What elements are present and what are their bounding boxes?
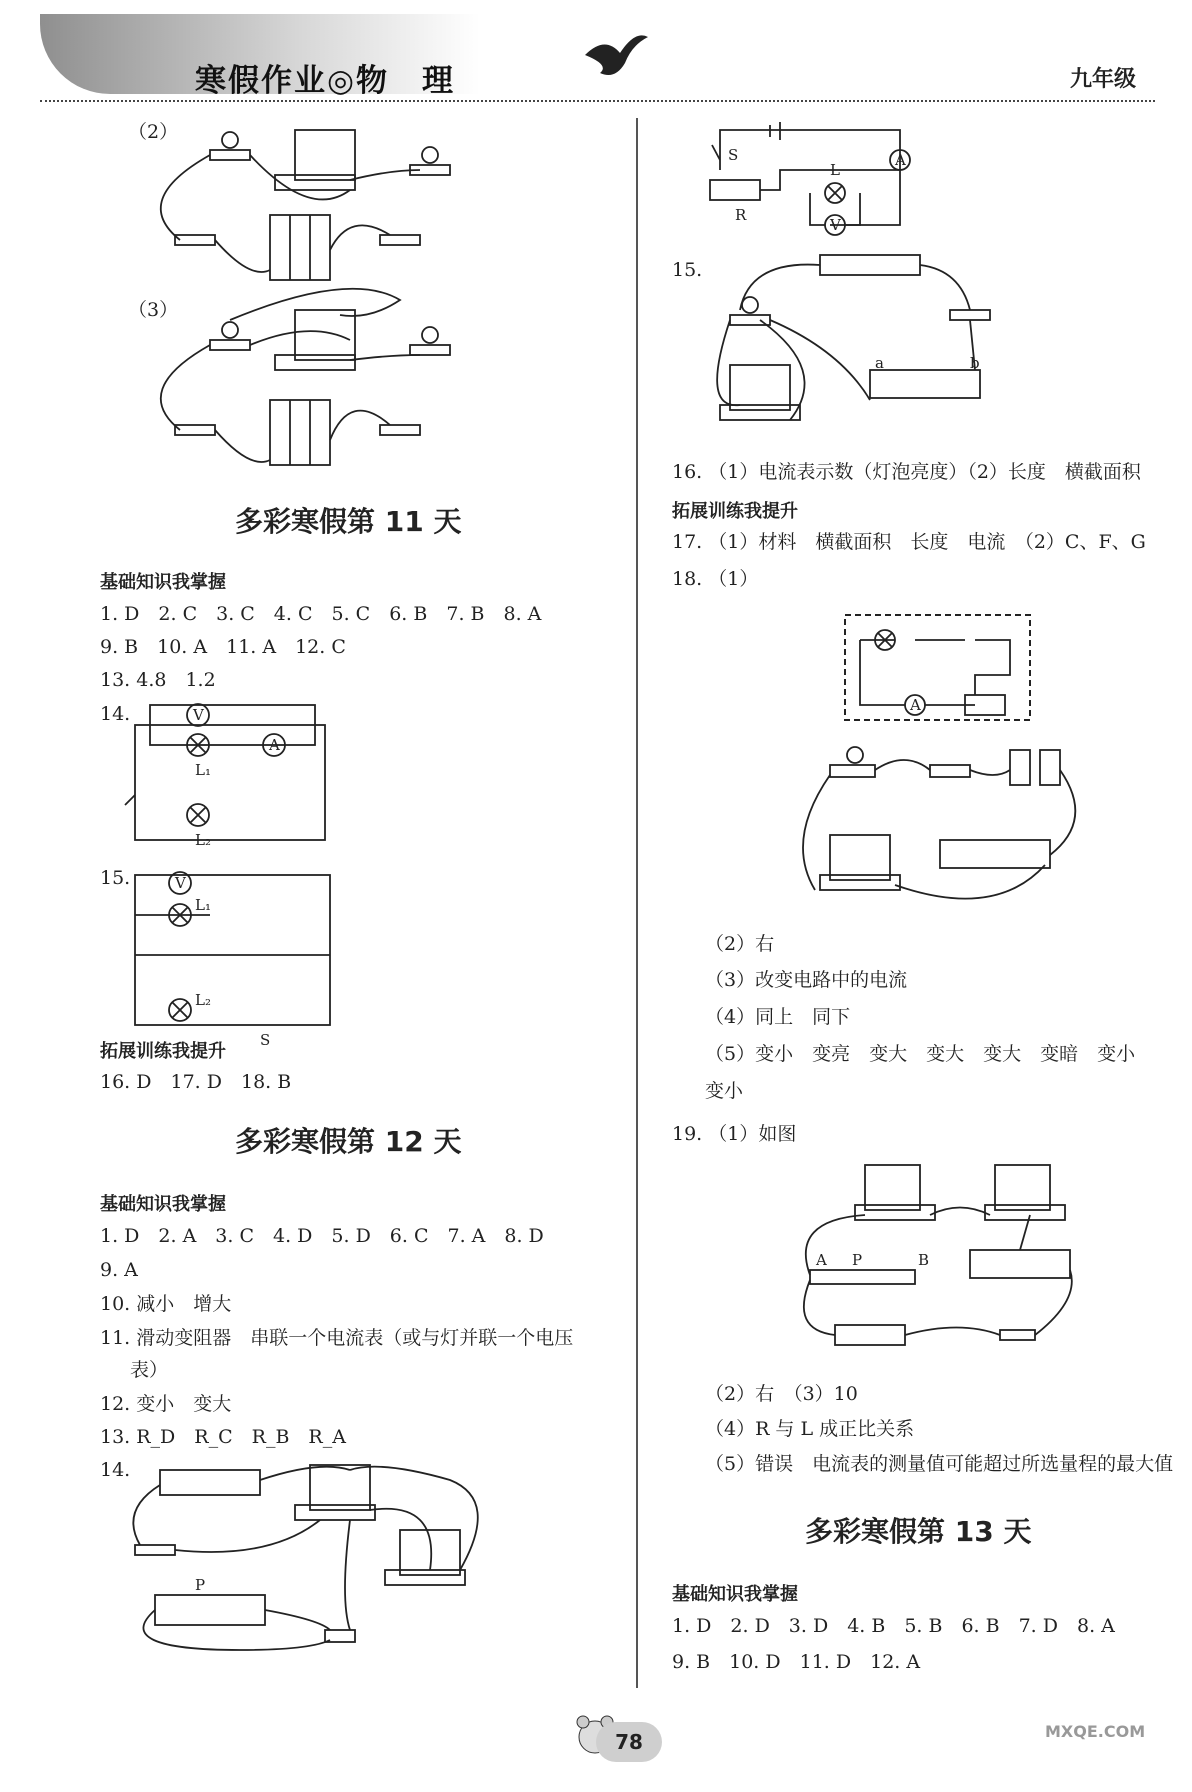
fig2-label: （2）	[128, 121, 179, 143]
day13-heading: 多彩寒假第 13 天	[805, 1515, 1032, 1548]
page-header	[0, 0, 1192, 110]
day11-ext-title: 拓展训练我提升	[100, 1041, 226, 1062]
label-p-q19: P	[852, 1251, 863, 1269]
page-number: 78	[596, 1722, 662, 1762]
day11-basic-title: 基础知识我掌握	[100, 572, 226, 593]
circuit-q18-physical	[795, 740, 1085, 910]
svg-text:A: A	[895, 151, 906, 169]
watermark: MXQE.COM	[1045, 1722, 1146, 1741]
day13-line-1: 1. D 2. D 3. D 4. B 5. B 6. B 7. D 8. A	[672, 1615, 1115, 1637]
svg-text:V: V	[175, 874, 186, 892]
day12-line-7: 13. R_D R_C R_B R_A	[100, 1426, 346, 1448]
circuit-figure-2	[150, 120, 450, 290]
header-divider	[40, 100, 1155, 102]
right-q17: 17. （1）材料 横截面积 长度 电流 （2）C、F、G	[672, 531, 1146, 553]
q19-line-2: （4）R 与 L 成正比关系	[705, 1418, 915, 1440]
fig3-label: （3）	[128, 299, 179, 321]
swallow-logo	[580, 25, 650, 85]
label-v: V	[193, 706, 204, 724]
circuit-q18-schematic	[845, 615, 1035, 725]
column-divider	[636, 118, 638, 1688]
day11-heading: 多彩寒假第 11 天	[235, 505, 462, 538]
day11-line-3: 13. 4.8 1.2	[100, 669, 216, 691]
day13-basic-title: 基础知识我掌握	[672, 1584, 798, 1605]
label-s-top: S	[728, 146, 739, 164]
day11-q14: 14.	[100, 703, 131, 725]
circuit-q15	[130, 865, 360, 1049]
label-r: R	[735, 206, 747, 224]
right-ext-title: 拓展训练我提升	[672, 501, 798, 522]
day12-line-5: 表）	[130, 1359, 169, 1381]
label-q15-s: S	[260, 1031, 271, 1049]
day12-line-2: 9. A	[100, 1259, 138, 1281]
q18-line-4: （5）变小 变亮 变大 变大 变大 变暗 变小	[705, 1043, 1136, 1065]
svg-text:A: A	[910, 696, 921, 714]
circuit-figure-3	[150, 300, 450, 470]
q18-line-1: （2）右	[705, 933, 775, 955]
day13-line-2: 9. B 10. D 11. D 12. A	[672, 1651, 921, 1673]
label-q15-l1: L₁	[195, 896, 211, 914]
label-p: P	[195, 1576, 206, 1594]
label-l2: L₂	[195, 831, 211, 849]
label-a-q15: a	[875, 354, 884, 372]
right-q16: 16. （1）电流表示数（灯泡亮度）（2）长度 横截面积	[672, 461, 1141, 483]
day12-basic-title: 基础知识我掌握	[100, 1194, 226, 1215]
q19-line-1: （2）右 （3）10	[705, 1383, 858, 1405]
circuit-top-right	[700, 125, 920, 240]
svg-text:A: A	[816, 1251, 827, 1269]
day12-heading: 多彩寒假第 12 天	[235, 1125, 462, 1158]
header-grade: 九年级	[1070, 67, 1137, 92]
day12-line-6: 12. 变小 变大	[100, 1393, 232, 1415]
day12-line-3: 10. 减小 增大	[100, 1293, 232, 1315]
circuit-q14-day12	[120, 1460, 480, 1660]
day11-q15: 15.	[100, 867, 131, 889]
right-q18: 18. （1）	[672, 568, 759, 590]
circuit-q14	[130, 700, 360, 850]
q18-line-5: 变小	[705, 1080, 744, 1102]
circuit-right-q15	[700, 250, 1000, 450]
label-b-q19: B	[918, 1251, 930, 1269]
label-l1: L₁	[195, 761, 211, 779]
day11-ext-line: 16. D 17. D 18. B	[100, 1071, 292, 1093]
q18-line-2: （3）改变电路中的电流	[705, 969, 908, 991]
day12-line-8: 14.	[100, 1459, 131, 1481]
header-title: 寒假作业◎物 理	[195, 63, 456, 99]
day11-line-2: 9. B 10. A 11. A 12. C	[100, 636, 346, 658]
label-b-q15: b	[970, 354, 980, 372]
day12-line-1: 1. D 2. A 3. C 4. D 5. D 6. C 7. A 8. D	[100, 1225, 544, 1247]
day11-line-1: 1. D 2. C 3. C 4. C 5. C 6. B 7. B 8. A	[100, 603, 542, 625]
circuit-q19	[790, 1160, 1080, 1360]
svg-text:V: V	[830, 216, 841, 234]
q19-line-3: （5）错误 电流表的测量值可能超过所选量程的最大值	[705, 1453, 1174, 1475]
label-a: A	[269, 736, 280, 754]
q18-line-3: （4）同上 同下	[705, 1006, 851, 1028]
label-q15-l2: L₂	[195, 991, 211, 1009]
day12-line-4: 11. 滑动变阻器 串联一个电流表（或与灯并联一个电压	[100, 1327, 574, 1349]
label-l-top: L	[830, 161, 840, 179]
right-q15: 15.	[672, 259, 703, 281]
right-q19: 19. （1）如图	[672, 1123, 797, 1145]
